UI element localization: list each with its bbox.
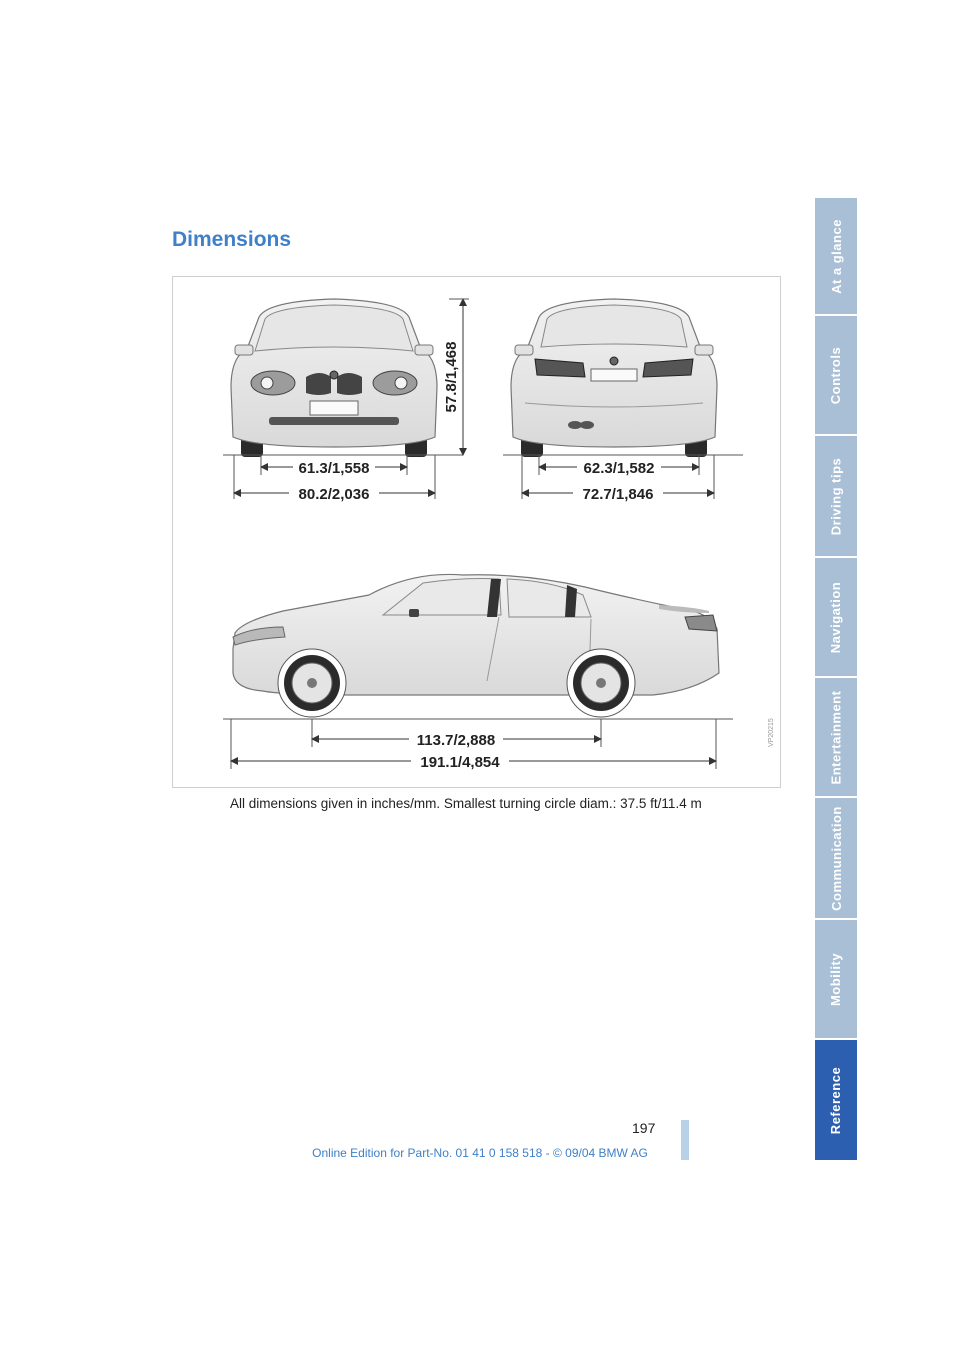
rear-width-label: 72.7/1,846 [582, 486, 654, 503]
sidebar-tab-entertainment[interactable] [815, 678, 857, 796]
sidebar-tab-label: Navigation [828, 581, 844, 653]
sidebar-tab-label: At a glance [828, 218, 844, 294]
front-view-car [231, 299, 437, 457]
sidebar-tab-controls[interactable] [815, 316, 857, 434]
sidebar-tab-label: Communication [828, 805, 844, 911]
page-title: Dimensions [172, 228, 292, 251]
sidebar-tab-navigation[interactable] [815, 558, 857, 676]
car-dimension-drawing [173, 277, 780, 787]
footer-text: Online Edition for Part-No. 01 41 0 158 518 - © 09/04 BMW AG [312, 1146, 648, 1160]
sidebar-tab-label: Reference [828, 1066, 844, 1134]
front-track-label: 61.3/1,558 [298, 460, 370, 477]
sidebar-tab-label: Mobility [828, 952, 844, 1006]
front-height-label: 57.8/1,468 [443, 341, 460, 413]
sidebar-tab-at-a-glance[interactable] [815, 198, 857, 314]
sidebar-tab-reference[interactable] [815, 1040, 857, 1160]
length-label: 191.1/4,854 [420, 754, 500, 771]
chapter-sidebar [815, 198, 857, 1160]
dimensions-caption: All dimensions given in inches/mm. Smallest turning circle diam.: 37.5 ft/11.4 m [230, 796, 702, 811]
sidebar-tab-communication[interactable] [815, 798, 857, 918]
sidebar-tab-driving-tips[interactable] [815, 436, 857, 556]
front-width-label: 80.2/2,036 [298, 486, 370, 503]
sidebar-tab-label: Driving tips [828, 457, 844, 535]
page-number: 197 [632, 1120, 656, 1136]
side-view-car [233, 574, 719, 717]
sidebar-tab-mobility[interactable] [815, 920, 857, 1038]
rear-track-label: 62.3/1,582 [583, 460, 655, 477]
dimensions-figure [172, 276, 781, 788]
sidebar-tab-label: Entertainment [828, 690, 844, 784]
rear-view-car [511, 299, 717, 457]
sidebar-tab-label: Controls [828, 346, 844, 404]
wheelbase-label: 113.7/2,888 [416, 732, 496, 749]
figure-code: VP20215 [768, 718, 775, 747]
